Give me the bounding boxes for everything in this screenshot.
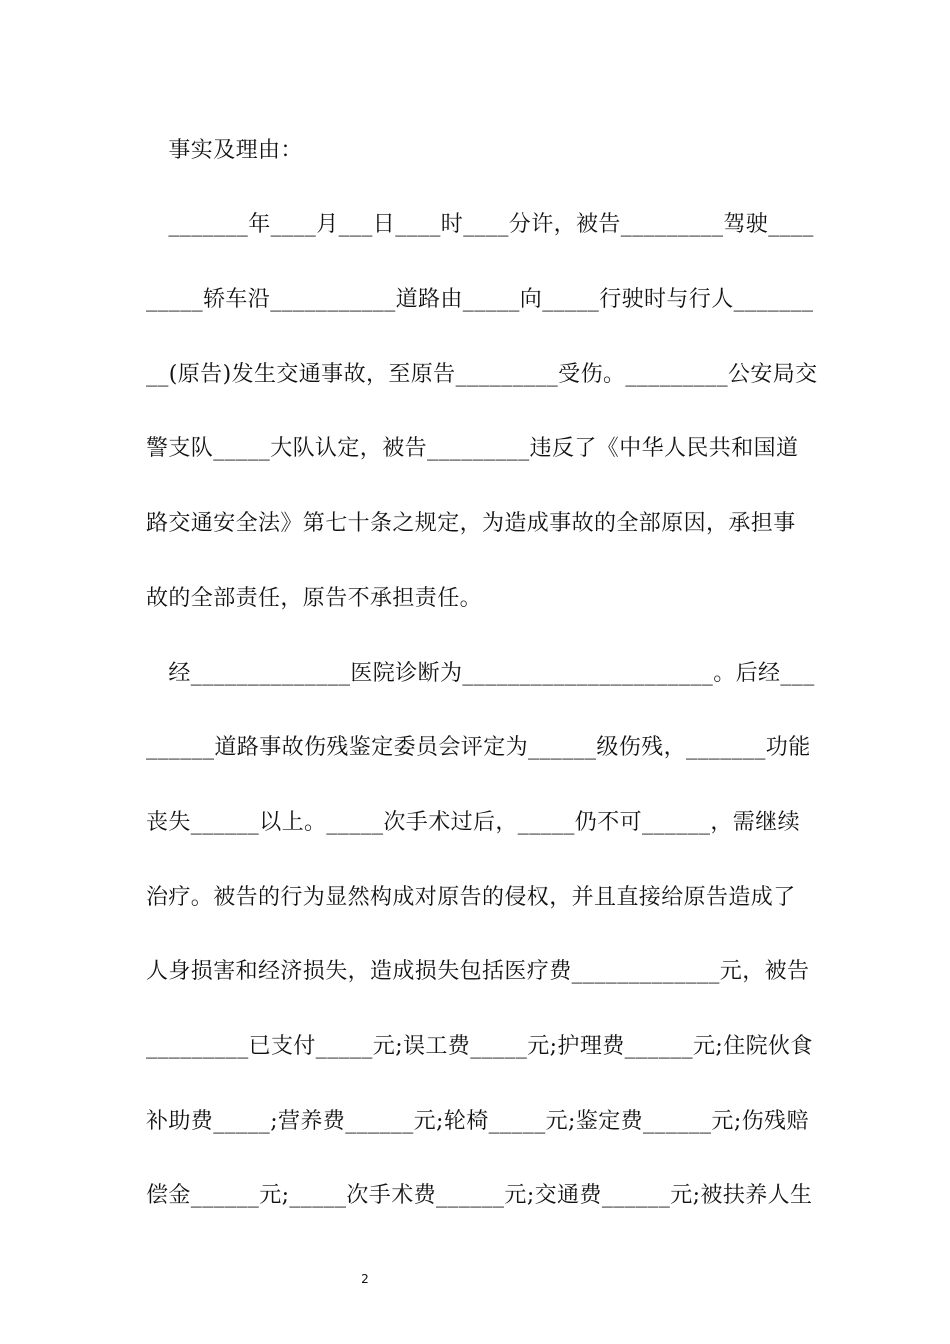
text-line: _____轿车沿___________道路由_____向_____行驶时与行人_______: [146, 287, 814, 312]
text-line: 治疗。被告的行为显然构成对原告的侵权，并且直接给原告造成了: [146, 885, 796, 910]
text-line: _________已支付_____元;误工费_____元;护理费______元;住院伙食: [146, 1034, 813, 1059]
text-line: _______年____月___日____时____分许，被告_________驾驶____: [146, 212, 814, 237]
text-line: ______道路事故伤残鉴定委员会评定为______级伤残，_______功能: [146, 735, 811, 760]
text-line: __(原告)发生交通事故，至原告_________受伤。_________公安局交: [146, 362, 818, 387]
text-line: 偿金______元;_____次手术费______元;交通费______元;被扶养人生: [146, 1183, 813, 1208]
text-line: 经______________医院诊断为______________________。后经___: [146, 661, 815, 686]
text-line: 丧失______以上。_____次手术过后，_____仍不可______，需继续: [146, 810, 801, 835]
section-heading: 事实及理由：: [146, 138, 303, 163]
text-line: 警支队_____大队认定，被告_________违反了《中华人民共和国道: [146, 436, 799, 461]
text-line: 人身损害和经济损失，造成损失包括医疗费_____________元，被告: [146, 959, 810, 984]
text-line: 路交通安全法》第七十条之规定，为造成事故的全部原因，承担事: [146, 511, 796, 536]
text-line: 补助费_____;营养费______元;轮椅_____元;鉴定费______元;伤残赔: [146, 1109, 809, 1134]
page-number: 2: [361, 1272, 369, 1286]
text-line: 故的全部责任，原告不承担责任。: [146, 586, 483, 611]
